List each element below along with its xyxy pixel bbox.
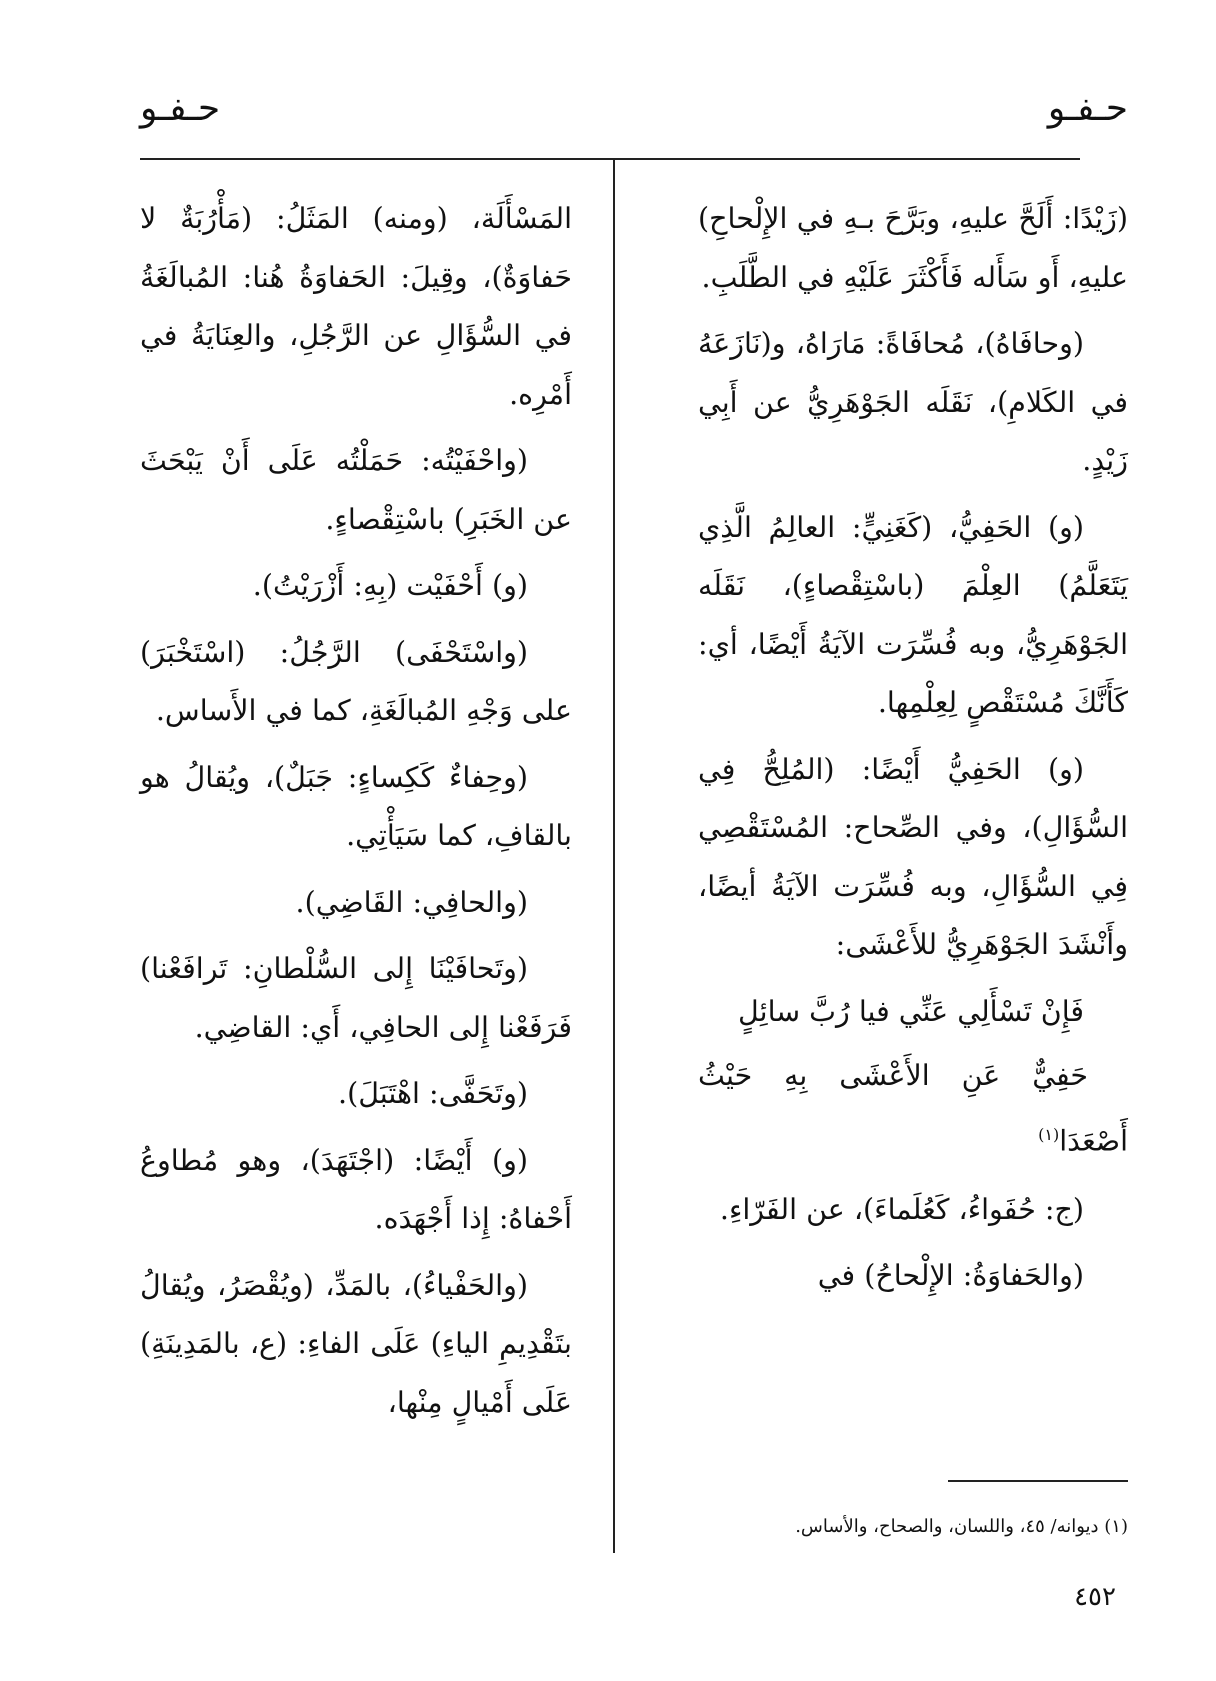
entry-paragraph: (وحِفاءٌ كَكِساءٍ: جَبَلٌ)، ويُقالُ هو بالقافِ، كما سَيَأْتِي. (140, 760, 572, 852)
entry-paragraph: (واسْتَحْفَى) الرَّجُلُ: (اسْتَخْبَرَ) على وَجْهِ المُبالَغَةِ، كما في الأَساس. (140, 635, 572, 727)
column-divider (613, 160, 615, 1553)
verse-line-1: فَإِنْ تَسْأَلِي عَنِّي فيا رُبَّ سائِلٍ (738, 994, 1084, 1028)
entry-paragraph: (وحافَاهُ)، مُحافَاةً: مَارَاهُ، و(نَازَعَهُ في الكَلامِ)، نَقَلَه الجَوْهَرِيُّ عن أَبِي زَيْدٍ. (698, 327, 1128, 477)
running-head-left: حـفـو (140, 88, 221, 129)
entry-paragraph: (واحْفَيْتُه: حَمَلْتُه عَلَى أَنْ يَبْحَثَ عن الخَبَرِ) باسْتِقْصاءٍ. (140, 444, 572, 536)
footnote-marker: (١) (1038, 1124, 1060, 1144)
entry-paragraph: (و) الحَفِيُّ، (كَغَنِيٍّ: العالِمُ الَّذِي يَتَعَلَّمُ) العِلْمَ (باسْتِقْصاءٍ)، نَقَلَه الجَوْهَرِيُّ، وبه فُسِّرَت الآيَةُ أَيْضًا، أي: كَأَنَّكَ مُسْتَقْصٍ لِعِلْمِها. (698, 510, 1128, 719)
header-rule (140, 158, 1080, 160)
entry-paragraph: (زَيْدًا: أَلَحَّ عليهِ، وبَرَّحَ بـهِ في الإِلْحاحِ) عليهِ، أَو سَأَله فَأَكْثَرَ عَلَيْهِ في الطَّلَبِ. (698, 202, 1128, 294)
footnote: (١) ديوانه/ ٤٥، واللسان، والصحاح، والأساس. (795, 1516, 1128, 1537)
page-number: ٤٥٢ (1074, 1582, 1116, 1612)
entry-paragraph: (وتَحَفَّى: اهْتَبَلَ). (338, 1077, 528, 1110)
entry-paragraph: (والحَفْياءُ)، بالمَدِّ، (ويُقْصَرُ، ويُقالُ بتَقْدِيمِ الياءِ) عَلَى الفاءِ: (ع، بالمَدِينَةِ) عَلَى أَمْيالٍ مِنْها، (140, 1268, 572, 1419)
entry-paragraph: (و) أَيْضًا: (اجْتَهَدَ)، وهو مُطاوعُ أَحْفاهُ: إِذا أَجْهَدَه. (140, 1143, 572, 1235)
right-column (698, 190, 1128, 1314)
entry-paragraph: (والحافِي: القَاضِي). (295, 885, 528, 919)
entry-paragraph: (والحَفاوَةُ: الإِلْحاحُ) في (817, 1259, 1084, 1292)
entry-paragraph: (ج: حُفَواءُ، كَعُلَماءَ)، عن الفَرّاءِ. (719, 1192, 1084, 1226)
verse-line-2-text: حَفِيٌّ عَنِ الأَعْشَى بِهِ حَيْثُ أَصْعَدَا (698, 1059, 1128, 1157)
entry-paragraph: (و) الحَفِيُّ أَيْضًا: (المُلِحُّ فِي السُّؤَالِ)، وفي الصِّحاح: المُسْتَقْصِي فِي السُّؤَالِ، وبه فُسِّرَت الآيَةُ أيضًا، وأَنْشَدَ الجَوْهَرِيُّ للأَعْشَى: (698, 752, 1128, 961)
footnote-rule (948, 1480, 1128, 1482)
verse-line-2 (698, 1047, 1128, 1171)
entry-paragraph: (وتَحافَيْنَا إِلى السُّلْطانِ: تَرافَعْنا) فَرَفَعْنا إِلى الحافِي، أَي: القاضِي. (140, 952, 572, 1044)
entry-paragraph: (و) أَحْفَيْت (بِهِ: أَزْرَيْتُ). (252, 569, 528, 602)
left-column (140, 190, 572, 1440)
entry-paragraph: المَسْأَلَة، (ومنه) المَثَلُ: (مَأْرُبَةٌ لا حَفاوَةٌ)، وقِيلَ: الحَفاوَةُ هُنا: المُبالَغَةُ في السُّؤَالِ عن الرَّجُلِ، والعِنَايَةُ في أَمْرِه. (140, 202, 572, 411)
running-head-right: حـفـو (1047, 88, 1128, 129)
